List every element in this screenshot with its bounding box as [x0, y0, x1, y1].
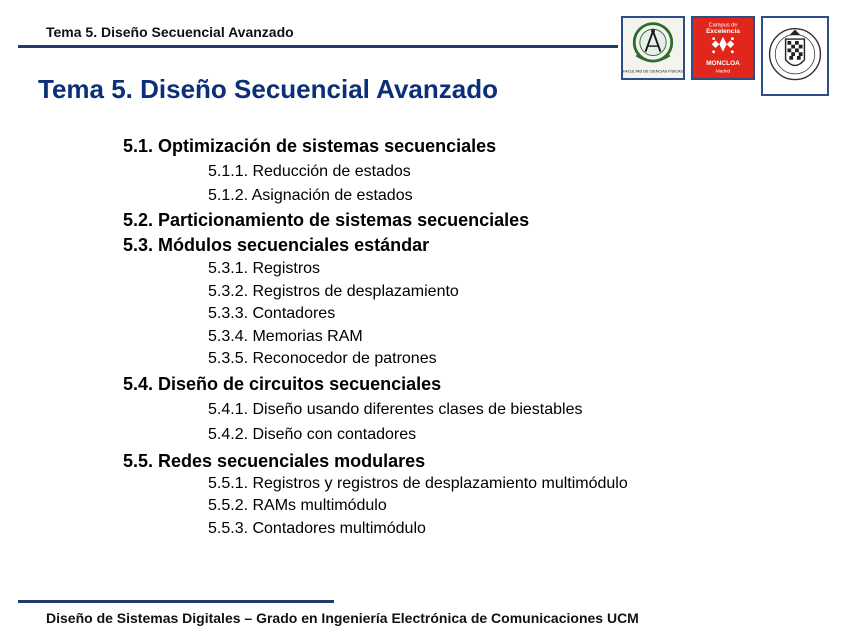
page-title: Tema 5. Diseño Secuencial Avanzado	[38, 74, 498, 104]
outline-section: 5.5. Redes secuenciales modulares	[123, 451, 426, 471]
svg-text:FACULTAD DE CIENCIAS FÍSICAS: FACULTAD DE CIENCIAS FÍSICAS	[623, 69, 683, 74]
outline-section: 5.3. Módulos secuenciales estándar	[123, 235, 430, 255]
ucm-seal-icon	[763, 18, 827, 94]
ucm-logo	[761, 16, 829, 96]
outline-subsection: 5.5.1. Registros y registros de desplazamiento multimódulo	[208, 475, 628, 492]
outline-subsection: 5.5.2. RAMs multimódulo	[208, 497, 387, 514]
header-title: Tema 5. Diseño Secuencial Avanzado	[46, 24, 294, 40]
campus-excellence-emblem-icon	[693, 18, 753, 78]
outline-section: 5.1. Optimización de sistemas secuenciales	[123, 136, 497, 156]
outline-subsection: 5.4.1. Diseño usando diferentes clases de biestables	[208, 401, 583, 418]
outline-section: 5.4. Diseño de circuitos secuenciales	[123, 374, 442, 394]
outline-section: 5.2. Particionamiento de sistemas secuenciales	[123, 210, 530, 230]
outline-subsection: 5.1.1. Reducción de estados	[208, 163, 411, 180]
svg-text:Madrid: Madrid	[715, 68, 731, 74]
footer-divider	[18, 600, 334, 603]
faculty-emblem-icon	[623, 18, 683, 78]
outline-subsection: 5.3.3. Contadores	[208, 305, 336, 322]
outline-subsection: 5.5.3. Contadores multimódulo	[208, 520, 426, 537]
outline-subsection: 5.3.1. Registros	[208, 260, 321, 277]
faculty-logo	[621, 16, 685, 80]
outline-subsection: 5.3.5. Reconocedor de patrones	[208, 350, 437, 367]
campus-excellence-logo	[691, 16, 755, 80]
svg-text:MONCLOA: MONCLOA	[706, 59, 740, 67]
outline-subsection: 5.3.2. Registros de desplazamiento	[208, 283, 459, 300]
svg-text:Excelencia: Excelencia	[706, 28, 740, 35]
footer-text: Diseño de Sistemas Digitales – Grado en Ingeniería Electrónica de Comunicaciones UCM	[46, 610, 639, 626]
outline-subsection: 5.3.4. Memorias RAM	[208, 328, 363, 345]
header-divider	[18, 45, 618, 48]
svg-text:Campus de: Campus de	[708, 22, 738, 29]
outline-subsection: 5.1.2. Asignación de estados	[208, 187, 413, 204]
outline-subsection: 5.4.2. Diseño con contadores	[208, 426, 417, 443]
